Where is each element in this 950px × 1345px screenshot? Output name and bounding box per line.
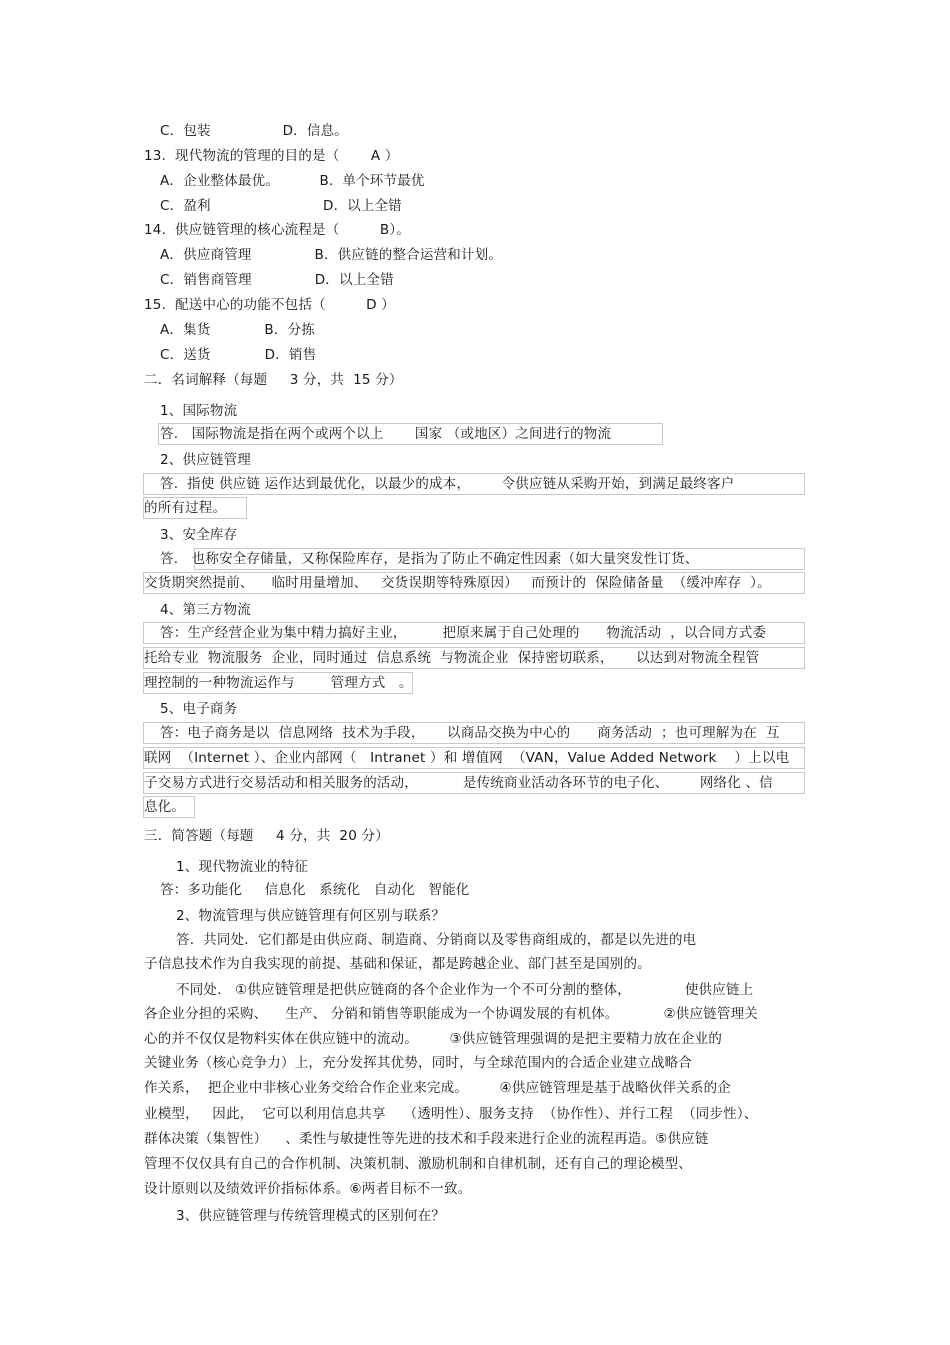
term-5-answer-line-4: 息化。 bbox=[144, 799, 186, 815]
term-5-title: 5、电子商务 bbox=[160, 701, 238, 717]
term-5-answer-line-2: 联网 （Internet ）、企业内部网（ Intranet ）和 增值网 （VAN，Value Added Network ）上以电 bbox=[144, 750, 790, 766]
short-q2-answer-line-2: 子信息技术作为自我实现的前提、基础和保证，都是跨越企业、部门甚至是国别的。 bbox=[144, 956, 651, 972]
term-3-answer-line-1: 答. 也称安全存储量，又称保险库存，是指为了防止不确定性因素（如大量突发性订货、 bbox=[160, 551, 699, 567]
question-13: 13. 现代物流的管理的目的是（ A ） bbox=[144, 148, 399, 164]
q14-options-cd: C．销售商管理 D．以上全错 bbox=[160, 272, 394, 288]
short-q2-answer-line-4: 各企业分担的采购、 生产、 分销和销售等职能成为一个协调发展的有机体。 ②供应链管理关 bbox=[144, 1006, 758, 1022]
term-4-answer-line-3: 理控制的一种物流运作与 管理方式 。 bbox=[144, 675, 413, 691]
short-q2-answer-line-7: 作关系， 把企业中非核心业务交给合作企业来完成。 ④供应链管理是基于战略伙伴关系的企 bbox=[144, 1080, 732, 1096]
term-3-title: 3、安全库存 bbox=[160, 527, 238, 543]
section-3-title: 三．简答题（每题 4 分，共 20 分） bbox=[144, 828, 389, 844]
term-2-answer-line-1: 答. 指使 供应链 运作达到最优化，以最少的成本， 令供应链从采购开始，到满足最终客户 bbox=[160, 476, 735, 492]
section-2-title: 二．名词解释（每题 3 分，共 15 分） bbox=[144, 372, 403, 388]
term-2-title: 2、供应链管理 bbox=[160, 452, 251, 468]
q15-options-cd: C．送货 D．销售 bbox=[160, 347, 317, 363]
short-q1-answer: 答：多功能化 信息化 系统化 自动化 智能化 bbox=[160, 882, 470, 898]
question-15: 15. 配送中心的功能不包括（ D ） bbox=[144, 297, 395, 313]
term-4-answer-line-2: 托给专业 物流服务 企业，同时通过 信息系统 与物流企业 保持密切联系， 以达到对物流全程管 bbox=[144, 650, 760, 666]
short-q2-answer-line-6: 关键业务（核心竞争力）上，充分发挥其优势，同时，与全球范围内的合适企业建立战略合 bbox=[144, 1055, 692, 1071]
question-14: 14. 供应链管理的核心流程是（ B）。 bbox=[144, 222, 410, 238]
short-q2-answer-line-3: 不同处. ①供应链管理是把供应链商的各个企业作为一个不可分割的整体， 使供应链上 bbox=[176, 982, 754, 998]
term-3-answer-line-2: 交货期突然提前、 临时用量增加、 交货误期等特殊原因） 而预计的 保险储备量 （缓冲库存 ）。 bbox=[144, 575, 771, 591]
short-q2-title: 2、物流管理与供应链管理有何区别与联系？ bbox=[176, 908, 446, 924]
term-1-answer: 答. 国际物流是指在两个或两个以上 国家 （或地区）之间进行的物流 bbox=[160, 426, 612, 442]
term-2-answer-line-2: 的所有过程。 bbox=[144, 500, 227, 516]
term-4-answer-line-1: 答：生产经营企业为集中精力搞好主业， 把原来属于自己处理的 物流活动 ，以合同方式委 bbox=[160, 625, 767, 641]
term-1-title: 1、国际物流 bbox=[160, 403, 238, 419]
short-q2-answer-line-8: 业模型， 因此， 它可以利用信息共享 （透明性）、服务支持 （协作性）、并行工程 （同步性）、 bbox=[144, 1106, 758, 1122]
short-q2-answer-line-1: 答. 共同处．它们都是由供应商、制造商、分销商以及零售商组成的，都是以先进的电 bbox=[176, 932, 697, 948]
short-q2-answer-line-11: 设计原则以及绩效评价指标体系。⑥两者目标不一致。 bbox=[144, 1181, 472, 1197]
q12-options-cd: C．包装 D．信息。 bbox=[160, 123, 348, 139]
short-q3-title: 3、供应链管理与传统管理模式的区别何在？ bbox=[176, 1208, 446, 1224]
short-q1-title: 1、现代物流业的特征 bbox=[176, 859, 309, 875]
short-q2-answer-line-9: 群体决策（集智性） 、柔性与敏捷性等先进的技术和手段来进行企业的流程再造。⑤供应链 bbox=[144, 1131, 709, 1147]
term-4-title: 4、第三方物流 bbox=[160, 602, 251, 618]
q15-options-ab: A．集货 B．分拣 bbox=[160, 322, 315, 338]
short-q2-answer-line-10: 管理不仅仅具有自己的合作机制、决策机制、激励机制和自律机制，还有自己的理论模型、 bbox=[144, 1156, 692, 1172]
term-5-answer-line-3: 子交易方式进行交易活动和相关服务的活动， 是传统商业活动各环节的电子化、 网络化 、信 bbox=[144, 775, 773, 791]
q13-options-cd: C．盈利 D. 以上全错 bbox=[160, 198, 402, 214]
term-5-answer-line-1: 答：电子商务是以 信息网络 技术为手段， 以商品交换为中心的 商务活动 ；也可理解为在 互 bbox=[160, 725, 780, 741]
short-q2-answer-line-5: 心的并不仅仅是物料实体在供应链中的流动。 ③供应链管理强调的是把主要精力放在企业的 bbox=[144, 1031, 723, 1047]
q13-options-ab: A．企业整体最优。 B. 单个环节最优 bbox=[160, 173, 425, 189]
q14-options-ab: A．供应商管理 B．供应链的整合运营和计划。 bbox=[160, 247, 503, 263]
